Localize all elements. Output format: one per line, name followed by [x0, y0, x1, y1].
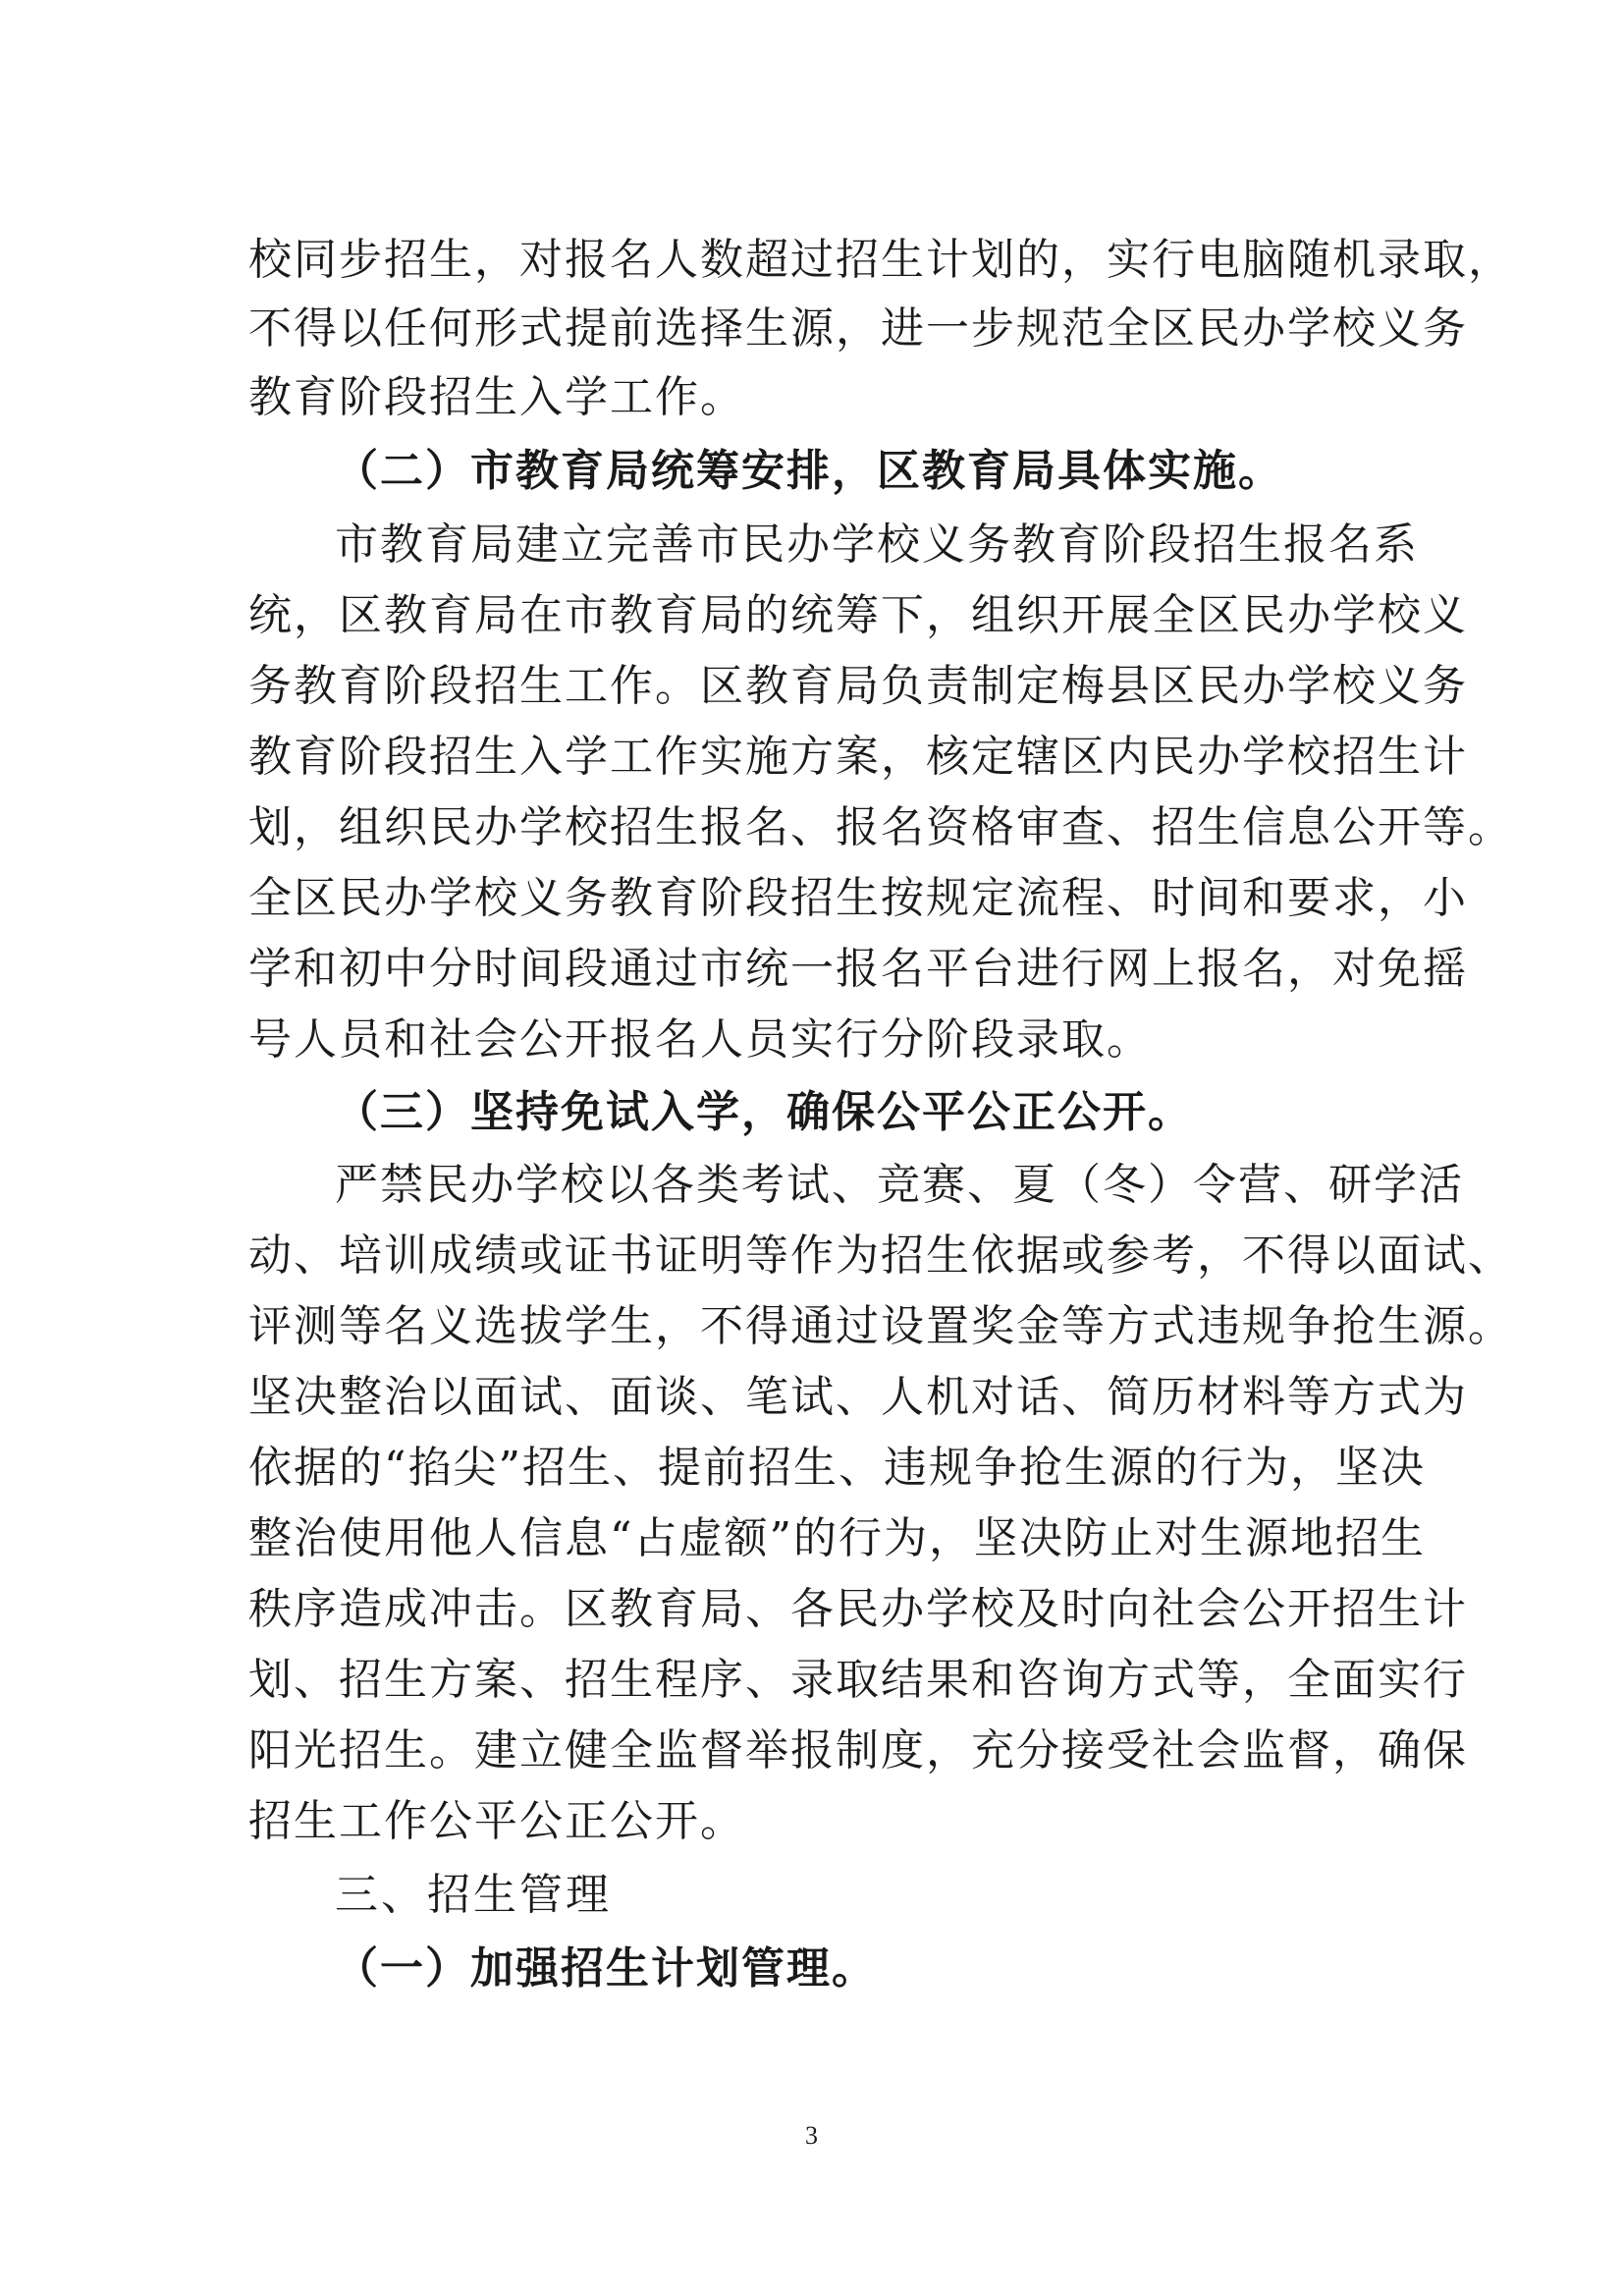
body-line: 动、培训成绩或证书证明等作为招生依据或参考，不得以面试、	[248, 1230, 1513, 1281]
body-line: 整治使用他人信息“占虚额”的行为，坚决防止对生源地招生	[248, 1513, 1426, 1563]
body-line: 市教育局建立完善市民办学校义务教育阶段招生报名系	[335, 519, 1419, 570]
body-line: 号人员和社会公开报名人员实行分阶段录取。	[248, 1014, 1152, 1065]
body-line: 校同步招生，对报名人数超过招生计划的，实行电脑随机录取，	[248, 235, 1513, 285]
page-number: 3	[805, 2121, 818, 2150]
body-line: 教育阶段招生入学工作实施方案，核定辖区内民办学校招生计	[248, 732, 1468, 782]
subheading-three: （三）坚持免试入学，确保公平公正公开。	[335, 1087, 1193, 1137]
body-line: 评测等名义选拔学生，不得通过设置奖金等方式违规争抢生源。	[248, 1301, 1513, 1351]
body-line: 划、招生方案、招生程序、录取结果和咨询方式等，全面实行	[248, 1655, 1468, 1705]
body-line: 统，区教育局在市教育局的统筹下，组织开展全区民办学校义	[248, 590, 1468, 640]
body-line: 教育阶段招生入学工作。	[248, 372, 745, 422]
body-line: 不得以任何形式提前选择生源，进一步规范全区民办学校义务	[248, 303, 1468, 354]
body-line: 依据的“掐尖”招生、提前招生、违规争抢生源的行为，坚决	[248, 1443, 1426, 1493]
section-heading-three: 三、招生管理	[335, 1870, 612, 1920]
body-line: 严禁民办学校以各类考试、竞赛、夏（冬）令营、研学活	[335, 1160, 1464, 1210]
subheading-one: （一）加强招生计划管理。	[335, 1943, 877, 1994]
subheading-two: （二）市教育局统筹安排，区教育局具体实施。	[335, 446, 1283, 496]
body-line: 全区民办学校义务教育阶段招生按规定流程、时间和要求，小	[248, 873, 1468, 923]
body-line: 学和初中分时间段通过市统一报名平台进行网上报名，对免摇	[248, 944, 1468, 994]
body-line: 划，组织民办学校招生报名、报名资格审查、招生信息公开等。	[248, 802, 1513, 852]
body-line: 阳光招生。建立健全监督举报制度，充分接受社会监督，确保	[248, 1725, 1468, 1776]
body-line: 招生工作公平公正公开。	[248, 1796, 745, 1846]
body-line: 务教育阶段招生工作。区教育局负责制定梅县区民办学校义务	[248, 661, 1468, 711]
body-line: 坚决整治以面试、面谈、笔试、人机对话、简历材料等方式为	[248, 1372, 1468, 1422]
body-line: 秩序造成冲击。区教育局、各民办学校及时向社会公开招生计	[248, 1584, 1468, 1634]
